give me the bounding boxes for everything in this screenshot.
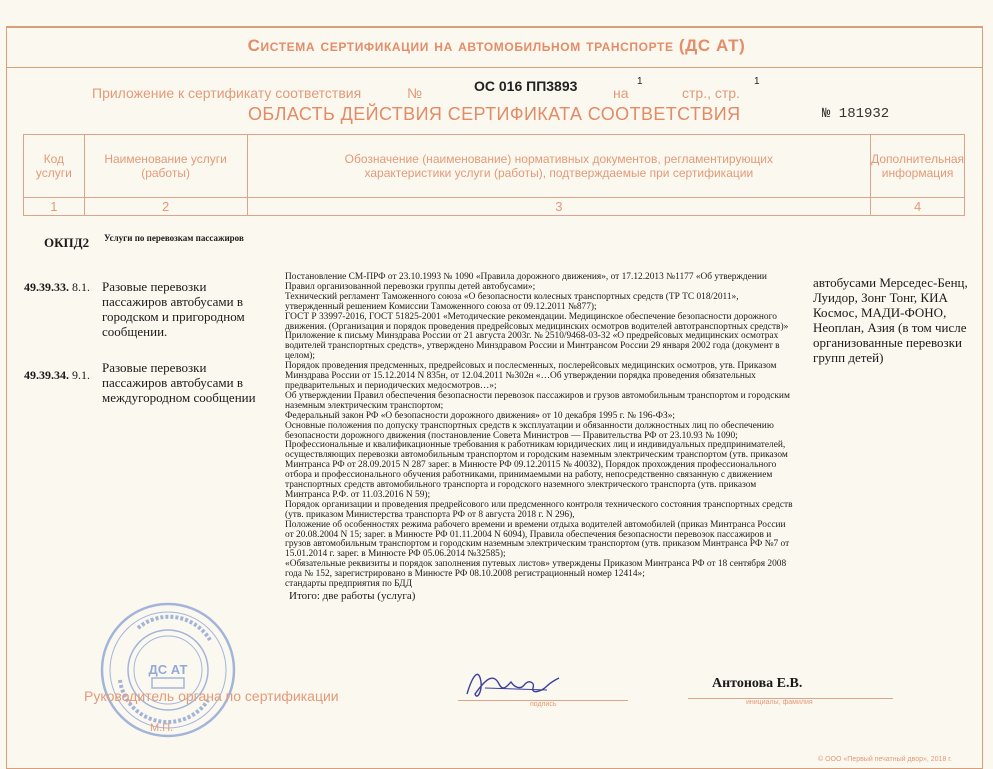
col-number-4: 4: [871, 198, 965, 216]
system-title: Система сертификации на автомобильном транспорте (ДС АТ): [247, 36, 746, 55]
regulation-item: Порядок организации и проведения предрейсового или предсменного контроля технического состояния транспортных средств (утв. приказом Министерства транспорта РФ от 8 августа 2018 г. N 296),: [285, 499, 793, 520]
regulation-item: ГОСТ Р 33997-2016, ГОСТ 51825-2001 «Методические рекомендации. Медицинское обеспечение безопасности дорожного движения. (Организация и порядок проведения предрейсовых медицинских осмотров водителей автотранспортных средств)» Приложение к письму Минздрава России от 21 августа 2003г. № 2510/9468-03-32 «О предрейсовых медицинских осмотрах водителей транспортных средств», утверждено Минздравом России и Минтрансом России 29 января 2002 года (документ в целом);: [285, 311, 789, 362]
service-code-suffix: 9.1.: [69, 368, 90, 382]
regulation-item: Технический регламент Таможенного союза «О безопасности колесных транспортных средств (ТР ТС 018/2011», утвержденный решением Комиссии Таможенного союза от 09.12.2011 №877);: [285, 291, 739, 312]
stamp-center-text: ДС АТ: [148, 662, 188, 677]
col-header-service: Наименование услуги (работы): [84, 135, 247, 198]
col-header-additional: Дополнительная информация: [871, 135, 965, 198]
regulation-item: Основные положения по допуску транспортных средств к эксплуатации и обязанности должностных лиц по обеспечению безопасности дорожного движения (постановление Совета Министров — Правительства РФ от 23.10.93 № 1090;: [285, 420, 774, 441]
signer-name: Антонова Е.В.: [712, 676, 803, 691]
okpd-caption: Услуги по перевозкам пассажиров: [104, 233, 244, 243]
page-number: 1: [754, 76, 760, 87]
pages-label: стр., стр.: [682, 85, 740, 101]
service-name: Разовые перевозки пассажиров автобусами в городском и пригородном сообщении.: [102, 279, 245, 339]
service-name: Разовые перевозки пассажиров автобусами в междугородном сообщении: [102, 360, 256, 405]
col-number-3: 3: [247, 198, 871, 216]
col-number-1: 1: [24, 198, 85, 216]
regulation-item: Об утверждении Правил обеспечения безопасности перевозок пассажиров и грузов автомобильным транспортом и городским наземным электрическим транспортом;: [285, 390, 790, 411]
service-code-main: 49.39.33.: [24, 280, 69, 294]
total-line: Итого: две работы (услуга): [289, 590, 416, 602]
on-label: на: [613, 85, 629, 101]
column-header-table: [23, 134, 965, 216]
regulation-item: стандарты предприятия по БДД: [285, 579, 412, 590]
additional-info: автобусами Мерседес-Бенц, Луидор, Зонг Тонг, КИА Космос, МАДИ-ФОНО, Неоплан, Азия (в том числе организованные перевозки групп детей): [813, 275, 968, 365]
regulation-item: «Обязательные реквизиты и порядок заполнения путевых листов» утверждены Приказом Минтранса РФ от 18 сентября 2008 года № 152, зарегистрировано в Минюсте РФ 08.10.2008 регистрационный номер 12414»;: [285, 559, 787, 580]
head-of-body-label: Руководитель органа по сертификации: [84, 688, 339, 704]
scope-title: ОБЛАСТЬ ДЕЙСТВИЯ СЕРТИФИКАТА СООТВЕТСТВИЯ: [248, 104, 741, 124]
service-code: [24, 368, 90, 383]
regulation-item: Постановление СМ-ПРФ от 23.10.1993 № 1090 «Правила дорожного движения», от 17.12.2013 №1177 «Об утверждении Правил организованной перевозки группы детей автобусами»;: [285, 272, 767, 292]
regulations-list: [285, 273, 793, 590]
form-serial-number: № 181932: [822, 106, 890, 122]
certification-seal-stamp: [98, 600, 238, 740]
handwritten-signature: [455, 660, 575, 705]
service-code-main: 49.39.34.: [24, 368, 69, 382]
name-caption: инициалы, фамилия: [746, 699, 813, 706]
certificate-code: ОС 016 ПП3893: [474, 78, 578, 94]
regulation-item: Профессиональные и квалификационные требования к работникам юридических лиц и индивидуальных предпринимателей, осуществляющих перевозки автомобильным транспортом и городским наземным электрическим транспортом (утв. приказом Минтранса РФ от 28.09.2015 N 287 зарег. в Минюсте РФ 09.12.20115 № 40032), Порядок прохождения профессионального отбора и профессионального обучения работниками, принимаемыми на работу, непосредственно связанную с движением транспортных средств автомобильного транспорта и городского наземного электрического транспорта (утв. приказом Минтранса Р.Ф. от 11.03.2016 N 59);: [285, 440, 788, 500]
service-code: [24, 280, 90, 295]
regulation-item: Федеральный закон РФ «О безопасности дорожного движения» от 10 декабря 1995 г. № 196-ФЗ»;: [285, 410, 675, 421]
col-number-2: 2: [84, 198, 247, 216]
col-header-documents: Обозначение (наименование) нормативных документов, регламентирующих характеристики услуги (работы), подтверждаемые при сертификации: [247, 135, 871, 198]
service-code-suffix: 8.1.: [69, 280, 90, 294]
page-count: 1: [637, 76, 643, 87]
signature-caption: подпись: [530, 701, 557, 708]
regulation-item: Положение об особенностях режима рабочего времени и времени отдыха водителей автомобилей (приказ Минтранса России от 20.08.2004 N 15; зарег. в Минюсте РФ 01.11.2004 N 6094), Правила обеспечения безопасности перевозок пассажиров и грузов автомобильным транспортом и городским наземным электрическим транспортом (утв. приказом Минтранса РФ №7 от 15.01.2014 г. зарег. в Минюсте РФ 05.06.2014 №32585);: [285, 519, 790, 560]
seal-place-label: М.П.: [150, 722, 174, 734]
col-header-code: Код услуги: [24, 135, 85, 198]
annex-label: Приложение к сертификату соответствия: [92, 85, 362, 101]
regulation-item: Порядок проведения предсменных, предрейсовых и послесменных, послерейсовых медицинских осмотров, утв. Приказом Минздрава России от 15.12.2014 N 835н, от 12.04.2011 №302н «…Об утверждении порядка проведения обязательных предварительных и периодических медосмотров…»;: [285, 361, 777, 391]
printer-note: © ООО «Первый печатный двор», 2018 г.: [818, 756, 952, 763]
title-divider: [6, 67, 983, 68]
okpd-label: ОКПД2: [44, 235, 90, 250]
number-label: №: [407, 85, 423, 101]
